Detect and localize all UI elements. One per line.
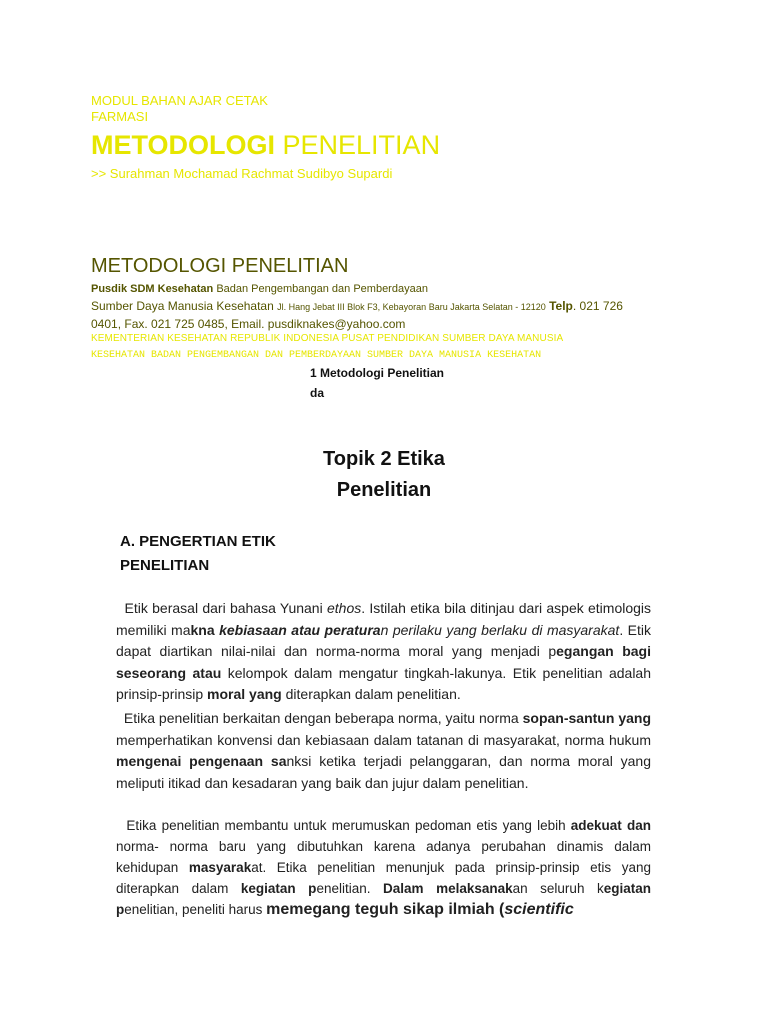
publisher-line-1 [91,283,428,295]
p3-run-5: kegiatan p [240,881,317,896]
p1-run-8: kelompok dalam mengatur tingkah-lakunya. Etik penelitian adalah prinsip-prinsip [116,664,652,702]
topic-heading-line-1: Topik 2 Etika [323,448,445,470]
paragraph-2 [116,708,651,794]
p1-run-5: n perilaku yang berlaku di masyarakat [380,621,620,638]
publisher-line-2 [91,299,623,313]
p1-run-1: ethos [326,600,362,616]
ministry-line-2: KESEHATAN BADAN PENGEMBANGAN DAN PEMBERDAYAAN SUMBER DAYA MANUSIA KESEHATAN [91,350,542,361]
p3-run-14: scientific [504,901,574,918]
module-label-line2: FARMASI [91,109,149,124]
p3-run-9: egiatan [603,881,651,896]
p1-run-10: diterapkan dalam penelitian. [281,686,461,702]
p1-run-3: kna [190,621,220,638]
p3-run-12: memegang te [266,901,370,918]
p2-run-3: mengenai pengenaan sa [116,753,287,769]
section-a-heading: A. PENGERTIAN ETIK PENELITIAN [120,533,276,574]
ministry-line-1: KEMENTERIAN KESEHATAN REPUBLIK INDONESIA PUSAT PENDIDIKAN SUMBER DAYA MANUSIA [91,333,564,344]
publisher-address: Jl. Hang Jebat III Blok F3, Kebayoran Baru Jakarta Selatan - 12120 [277,302,546,312]
p3-run-4: at. Etika penelitian menunjuk pada prinsip-prinsip etis yang diterapkan dalam [116,860,651,896]
publisher-line-2-a: Sumber Daya Manusia Kesehatan [91,299,278,313]
module-label [91,93,268,125]
p2-run-1: sopan-santun yang [522,710,652,726]
document-title-rest: PENELITIAN [275,130,441,160]
p3-run-6: enelitian. [316,881,384,896]
publisher-name: Pusdik SDM Kesehatan [91,283,214,295]
p1-run-0: Etik berasal dari bahasa Yunani [124,600,327,616]
module-label-line1: MODUL BAHAN AJAR CETAK [91,93,268,108]
p3-run-10: p [116,902,125,917]
document-title [91,130,440,161]
publisher-line-1-rest: Badan Pengembangan dan Pemberdayaan [213,283,428,295]
p1-run-6: . Etik dapat diartikan nilai-nilai dan norma-norma moral yang menjadi p [116,621,652,659]
p2-run-2: memperhatikan konvensi dan kebiasaan dalam tatanan di masyarakat, norma hukum [116,731,651,748]
publisher-telp-label: Telp [545,299,573,313]
p3-run-3: masyarak [188,860,252,875]
paragraph-3 [116,815,651,920]
p3-run-11: enelitian, peneliti harus [124,902,267,917]
authors-line: >> Surahman Mochamad Rachmat Sudibyo Supardi [91,166,393,181]
p2-run-4: nksi ketika terjadi pelanggaran, dan norma moral yang meliputi itikad dan kesadaran yang baik dan jujur dalam penelitian. [116,753,651,791]
p2-run-0: Etika penelitian berkaitan dengan beberapa norma, yaitu norma [123,710,523,726]
p3-run-0: Etika penelitian membantu untuk merumuskan pedoman etis yang lebih [126,818,571,833]
p3-run-2: norma- norma baru yang dibutuhkan karena adanya perubahan dinamis dalam kehidupan [116,839,651,875]
publisher-telp-number: . 021 726 [572,299,623,313]
p1-run-7: egangan bagi seseorang atau [116,643,652,681]
topic-heading-line-2: Penelitian [336,479,432,501]
section-title: METODOLOGI PENELITIAN [91,255,349,277]
p1-run-9: moral yang [207,686,282,702]
p1-run-4: kebiasaan atau peratura [219,621,381,638]
document-title-bold: METODOLOGI [91,130,276,160]
p3-run-7: Dalam melaksanak [383,881,513,896]
p1-run-2: . Istilah etika bila ditinjau dari aspek etimologis memiliki ma [116,600,652,638]
p3-run-1: adekuat dan [570,818,651,833]
p3-run-13: guh sikap ilmiah ( [369,901,505,918]
page-marker-line-1: 1 Metodologi Penelitian [310,366,445,380]
page-marker-line-2: da [310,386,325,400]
publisher-line-3: 0401, Fax. 021 725 0485, Email. pusdiknakes@yahoo.com [91,317,406,331]
paragraph-1 [116,598,651,706]
p3-run-8: an seluruh k [512,881,604,896]
